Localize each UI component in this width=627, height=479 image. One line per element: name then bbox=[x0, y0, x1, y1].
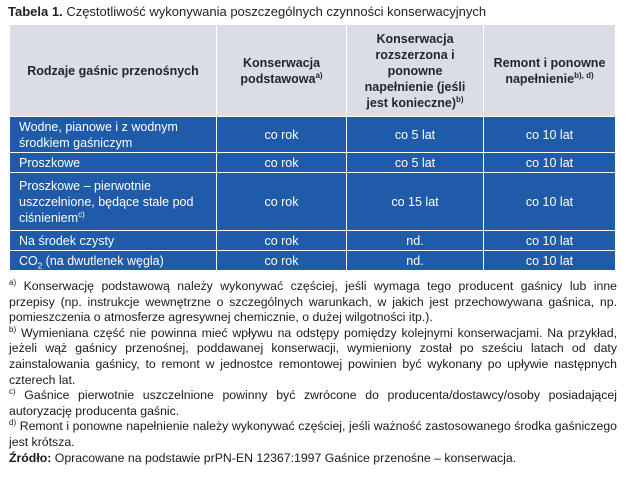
row-name: Na środek czysty bbox=[10, 231, 217, 251]
footnote-ref: c) bbox=[78, 209, 85, 219]
header-extended-maintenance: Konserwacja rozszerzona i ponowne napełnienie (jeśli jest konieczne)$^{b)}$ bbox=[347, 25, 484, 117]
cell-basic: co rok bbox=[217, 173, 347, 231]
row-name: Wodne, pianowe i z wodnym środkiem gaśniczym bbox=[10, 117, 217, 153]
cell-extended: nd. bbox=[347, 231, 484, 251]
table-header bbox=[10, 25, 616, 117]
header-extinguisher-types: Rodzaje gaśnic przenośnych bbox=[10, 25, 217, 117]
maintenance-table bbox=[9, 24, 616, 271]
footnote-marker: c) bbox=[9, 387, 16, 397]
table-row bbox=[10, 251, 616, 271]
header-overhaul-refill: Remont i ponowne napełnienie$^{b), d)}$ bbox=[484, 25, 616, 117]
footnote-marker: d) bbox=[9, 418, 17, 428]
cell-extended: co 15 lat bbox=[347, 173, 484, 231]
caption-label: Tabela 1. bbox=[8, 4, 63, 19]
source-text: Opracowane na podstawie prPN-EN 12367:1997 Gaśnice przenośne – konserwacja. bbox=[51, 450, 517, 465]
cell-extended: co 5 lat bbox=[347, 117, 484, 153]
cell-basic: co rok bbox=[217, 231, 347, 251]
cell-overhaul: co 10 lat bbox=[484, 231, 616, 251]
footnote: $^{c)}$ Gaśnice pierwotnie uszczelnione powinny być zwrócone do producenta/dostawcy/osoby posiadającej autoryzację producenta gaśnic. bbox=[9, 387, 617, 418]
footnote-ref: b), d) bbox=[574, 70, 594, 80]
cell-extended: co 5 lat bbox=[347, 153, 484, 173]
footnotes bbox=[9, 279, 617, 466]
cell-basic: co rok bbox=[217, 153, 347, 173]
cell-basic: co rok bbox=[217, 251, 347, 271]
table-row bbox=[10, 173, 616, 231]
cell-overhaul: co 10 lat bbox=[484, 117, 616, 153]
footnote: $^{d)}$ Remont i ponowne napełnienie należy wykonywać częściej, jeśli ważność zastosowanego środka gaśniczego jest krótsza. bbox=[9, 418, 617, 449]
footnote-ref: b) bbox=[456, 94, 464, 104]
table-caption bbox=[8, 4, 486, 20]
footnote: $^{b)}$ Wymieniana część nie powinna mieć wpływu na odstępy pomiędzy kolejnymi konserwacjami. Na przykład, jeżeli wąż gaśnicy przenośnej, poddawanej konserwacji, wymieniony został po sześciu latach od daty zainstalowania gaśnicy, to remont w jednostce remontowej powinien być wykonany po upływie następnych czterech lat. bbox=[9, 324, 617, 387]
cell-overhaul: co 10 lat bbox=[484, 153, 616, 173]
row-name: Proszkowe – pierwotnie uszczelnione, będące stale pod ciśnieniem$^{c)}$ bbox=[10, 173, 217, 231]
table-row bbox=[10, 231, 616, 251]
cell-overhaul: co 10 lat bbox=[484, 173, 616, 231]
footnote-marker: b) bbox=[9, 324, 17, 334]
source-label: Źródło: bbox=[9, 450, 52, 465]
footnote: $^{a)}$ Konserwację podstawową należy wykonywać częściej, jeśli wymaga tego producent gaśnicy lub inne przepisy (np. instrukcje wewnętrzne o szczególnych warunkach, w jakich jest przechowywana gaśnica, np. pomieszczenia o atmosferze agresywnej chemicznie, o dużej wilgotności itp.). bbox=[9, 277, 617, 325]
table-row bbox=[10, 117, 616, 153]
row-name: $CO_2$ (na dwutlenek węgla) bbox=[10, 251, 217, 271]
header-basic-maintenance: Konserwacja podstawowa$^{a)}$ bbox=[217, 25, 347, 117]
cell-overhaul: co 10 lat bbox=[484, 251, 616, 271]
cell-basic: co rok bbox=[217, 117, 347, 153]
table-row bbox=[10, 153, 616, 173]
footnote-ref: a) bbox=[315, 70, 323, 80]
cell-extended: nd. bbox=[347, 251, 484, 271]
caption-text: Częstotliwość wykonywania poszczególnych czynności konserwacyjnych bbox=[66, 4, 487, 19]
table-body bbox=[10, 117, 616, 271]
footnote-marker: a) bbox=[9, 277, 17, 287]
source-line bbox=[9, 451, 617, 467]
row-name: Proszkowe bbox=[10, 153, 217, 173]
